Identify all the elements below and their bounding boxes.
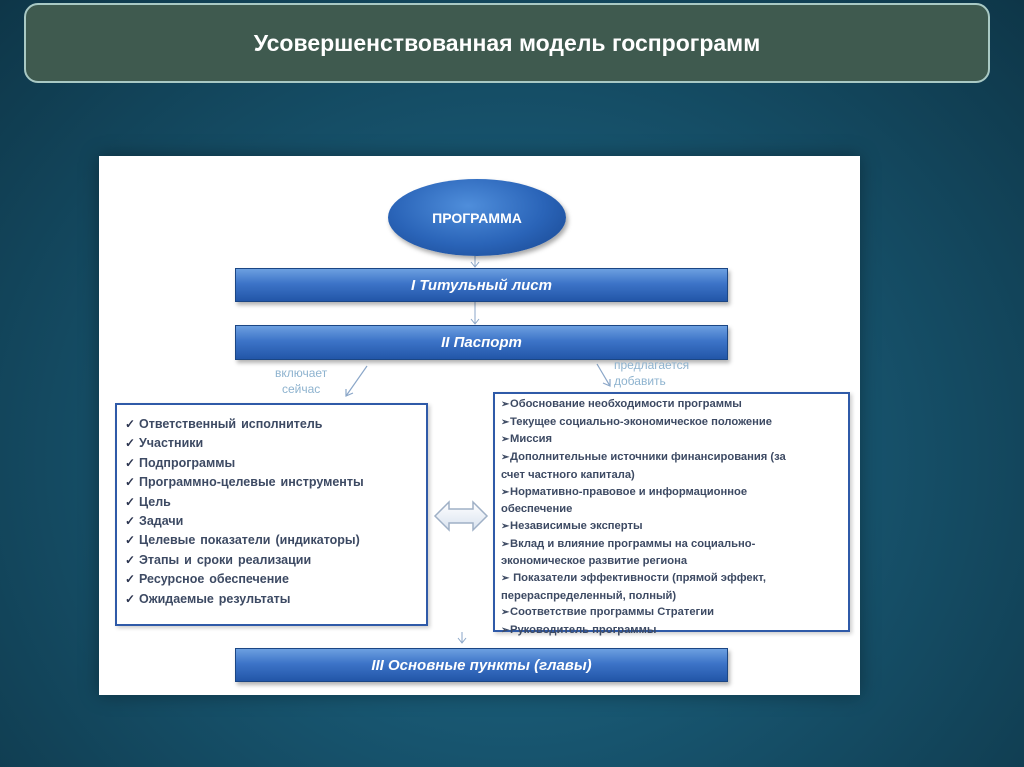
current-item-label: Цель — [139, 494, 171, 509]
current-item-label: Целевые показатели (индикаторы) — [139, 533, 360, 548]
checkmark-icon: ✓ — [125, 591, 136, 606]
proposed-item — [501, 518, 848, 536]
proposed-item-label: Показатели эффективности (прямой эффект, — [510, 572, 766, 585]
checkmark-icon: ✓ — [125, 552, 136, 567]
proposed-item-label: Текущее социально-экономическое положение — [510, 415, 772, 428]
proposed-item-label: Дополнительные источники финансирования (за — [510, 451, 786, 464]
arrow-bullet-icon: ➢ — [501, 520, 510, 532]
current-item-label: Этапы и сроки реализации — [139, 552, 312, 567]
current-item-label: Задачи — [139, 514, 184, 529]
proposed-item-label: Соответствие программы Стратегии — [510, 606, 714, 619]
current-item-label: Ответственный исполнитель — [139, 417, 323, 431]
current-item — [125, 512, 426, 531]
proposed-item — [501, 449, 848, 467]
proposed-item-label: Обоснование необходимости программы — [510, 398, 742, 410]
arrow-bullet-icon: ➢ — [501, 607, 510, 619]
proposed-item-label: Нормативно-правовое и информационное — [510, 485, 748, 498]
checkmark-icon: ✓ — [125, 533, 136, 548]
proposed-item — [501, 570, 848, 588]
current-item — [125, 454, 426, 473]
current-contents-box — [115, 403, 428, 626]
proposed-item-label: перераспределенный, полный) — [501, 589, 677, 602]
proposed-item-label: Вклад и влияние программы на социально- — [510, 537, 756, 550]
proposed-contents-box — [493, 392, 850, 637]
proposed-item — [501, 414, 848, 432]
current-item — [125, 415, 426, 434]
connector-passport-to-current — [346, 366, 367, 396]
arrow-bullet-icon: ➢ — [501, 434, 510, 446]
proposed-item-label: экономическое развитие региона — [501, 555, 688, 568]
note-proposed-line-2: добавить — [614, 374, 666, 388]
program-ellipse: ПРОГРАММА — [388, 179, 566, 256]
proposed-item-label: Миссия — [510, 433, 553, 446]
current-item — [125, 434, 426, 453]
current-item — [125, 493, 426, 512]
current-item — [125, 531, 426, 550]
proposed-item-continuation — [501, 467, 848, 484]
current-item-label: Участники — [139, 436, 204, 451]
arrow-bullet-icon: ➢ — [501, 452, 510, 464]
proposed-item — [501, 396, 848, 414]
note-proposed-line-1: предлагается — [614, 358, 690, 372]
current-item — [125, 570, 426, 589]
checkmark-icon: ✓ — [125, 514, 136, 529]
proposed-items-list — [501, 396, 848, 640]
slide-title: Усовершенствованная модель госпрограмм — [24, 3, 990, 83]
proposed-item — [501, 536, 848, 554]
diagram-panel — [99, 156, 860, 695]
current-items-list — [125, 415, 426, 609]
current-item-label: Подпрограммы — [139, 455, 236, 470]
proposed-item-label: счет частного капитала) — [501, 468, 635, 481]
arrow-bullet-icon: ➢ — [501, 416, 510, 428]
checkmark-icon: ✓ — [125, 455, 136, 470]
proposed-item-continuation — [501, 501, 848, 518]
proposed-item-label: Руководитель программы — [510, 624, 657, 637]
note-proposed — [614, 357, 689, 389]
proposed-item — [501, 431, 848, 449]
note-includes-now — [275, 365, 327, 397]
section-main-points: III Основные пункты (главы) — [235, 648, 728, 682]
arrow-bullet-icon: ➢ — [501, 573, 510, 585]
current-item-label: Программно-целевые инструменты — [139, 475, 364, 490]
section-passport: II Паспорт — [235, 325, 728, 360]
current-item — [125, 551, 426, 570]
checkmark-icon: ✓ — [125, 494, 136, 509]
arrow-bullet-icon: ➢ — [501, 486, 510, 498]
note-includes-line-1: включает — [275, 366, 328, 380]
proposed-item — [501, 604, 848, 622]
checkmark-icon: ✓ — [125, 572, 136, 587]
proposed-item-label: Независимые эксперты — [510, 519, 643, 532]
note-includes-line-2: сейчас — [281, 382, 321, 396]
checkmark-icon: ✓ — [125, 475, 136, 490]
arrow-bullet-icon: ➢ — [501, 625, 510, 637]
proposed-item-continuation — [501, 588, 848, 605]
checkmark-icon: ✓ — [125, 436, 136, 451]
current-item — [125, 590, 426, 609]
proposed-item-continuation — [501, 553, 848, 570]
checkmark-icon: ✓ — [125, 417, 136, 431]
arrow-bullet-icon: ➢ — [501, 399, 510, 410]
double-arrow-icon — [433, 496, 489, 536]
proposed-item — [501, 484, 848, 502]
proposed-item-label: обеспечение — [501, 503, 573, 516]
arrow-bullet-icon: ➢ — [501, 538, 510, 550]
current-item-label: Ресурсное обеспечение — [139, 572, 289, 587]
current-item — [125, 473, 426, 492]
section-title-page: I Титульный лист — [235, 268, 728, 302]
proposed-item — [501, 622, 848, 640]
current-item-label: Ожидаемые результаты — [139, 591, 291, 606]
